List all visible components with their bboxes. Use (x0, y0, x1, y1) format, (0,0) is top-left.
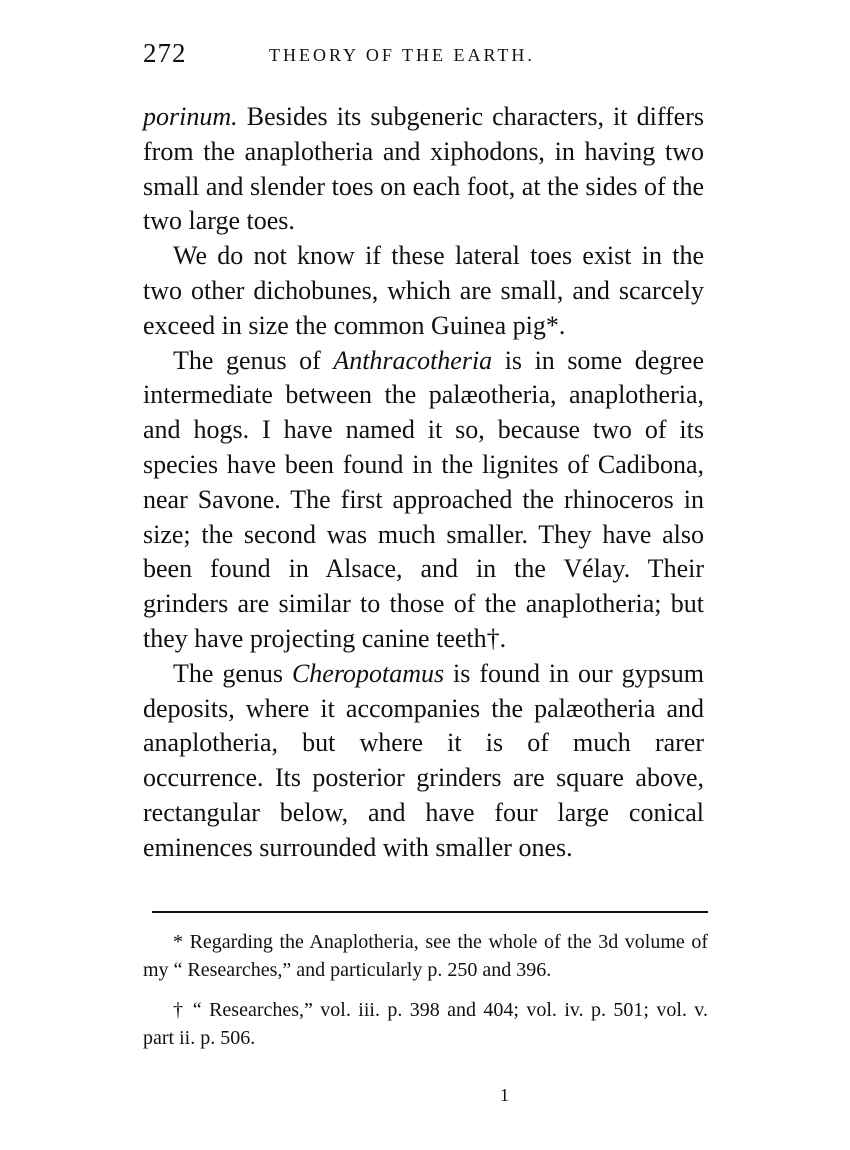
footnote-marker: † (486, 623, 500, 653)
genus-name: Anthracotheria (333, 345, 493, 375)
paragraph-text: Besides its subgeneric characters, it differs from the anaplotheria and xiphodons, in having two small and slender toes on each foot, at the sides of the two large toes. (143, 102, 704, 236)
paragraph: The genus of Anthracotheria is in some degree intermediate between the palæotheria, anaplotheria, and hogs. I have named it so, because two of its species have been found in the lignites of Cadibona, near Savone. The first approached the rhinoceros in size; the second was much smaller. They have also been found in Alsace, and in the Vélay. Their grinders are similar to those of the anaplotheria; but they have projecting canine teeth†. (143, 345, 704, 653)
footnote-marker: * (173, 931, 183, 953)
paragraph-text: We do not know if these lateral toes exist in the two other dichobunes, which are small, and scarcely exceed in size the common Guinea pig (143, 241, 704, 340)
page-number: 272 (143, 38, 187, 68)
signature-mark: 1 (500, 1085, 509, 1105)
footnotes (143, 928, 708, 1052)
footnote-marker: † (173, 999, 186, 1021)
footnote-text: “ Researches,” vol. iii. p. 398 and 404; vol. iv. p. 501; vol. v. part ii. p. 506. (143, 999, 709, 1049)
latin-term: porinum. (143, 102, 238, 131)
footnote-marker: * (545, 310, 559, 340)
paragraph-text: is in some degree intermediate between the palæotheria, anaplotheria, and hogs. I have named it so, because two of its species have been found in the lignites of Cadibona, near Savone. The first approached the rhinoceros in size; the second was much smaller. They have also been found in Alsace, and in the Vélay. Their grinders are similar to those of the anaplotheria; but they have projecting canine teeth (143, 345, 704, 653)
running-head (143, 38, 708, 78)
footnote-text: Regarding the Anaplotheria, see the whole of the 3d volume of my “ Researches,” and particularly p. 250 and 396. (143, 931, 708, 981)
running-title: THEORY OF THE EARTH. (269, 45, 535, 65)
genus-name: Cheropotamus (291, 658, 445, 688)
body-text (143, 100, 704, 866)
paragraph: We do not know if these lateral toes exist in the two other dichobunes, which are small, and scarcely exceed in size the common Guinea pig*. (143, 241, 704, 340)
paragraph-text: is found in our gypsum deposits, where it accompanies the palæotheria and anaplotheria, but where it is of much rarer occurrence. Its posterior grinders are square above, rectangular below, and have four large conical eminences surrounded with smaller ones. (143, 658, 704, 862)
paragraph: The genus Cheropotamus is found in our gypsum deposits, where it accompanies the palæotheria and anaplotheria, but where it is of much rarer occurrence. Its posterior grinders are square above, rectangular below, and have four large conical eminences surrounded with smaller ones. (143, 658, 704, 862)
paragraph-continued (143, 100, 704, 239)
footnote (143, 928, 708, 984)
footnote (143, 996, 708, 1052)
footnote-rule (152, 911, 708, 913)
